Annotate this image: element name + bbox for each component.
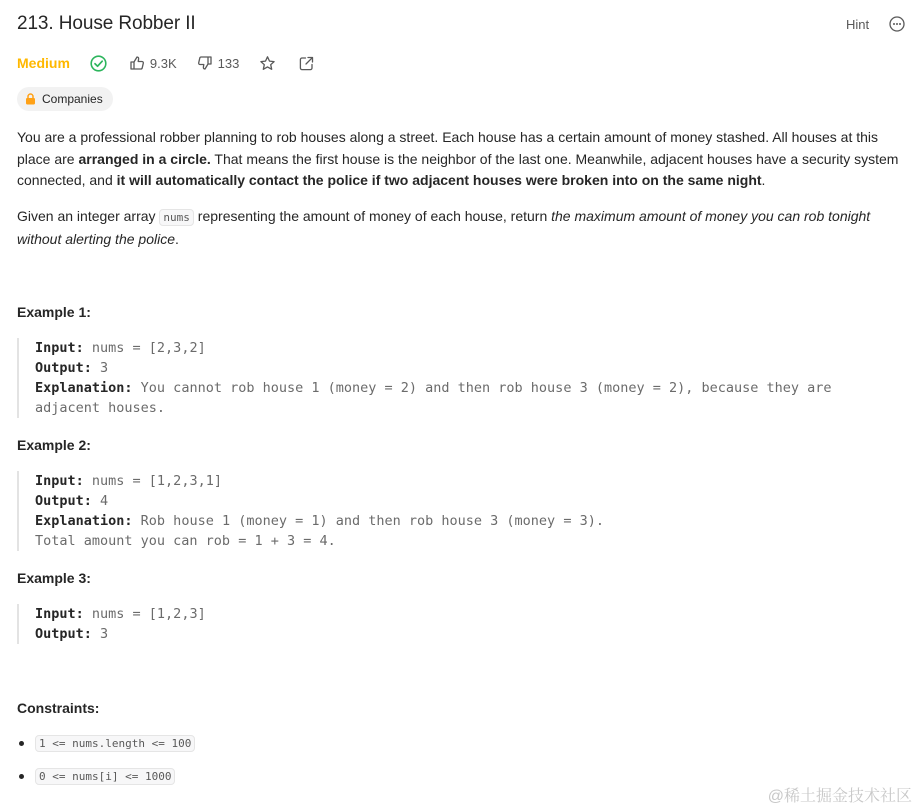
problem-meta-bar bbox=[17, 52, 315, 74]
problem-title: 213. House Robber II bbox=[17, 13, 196, 34]
input-value: nums = [2,3,2] bbox=[83, 340, 206, 356]
output-value: 3 bbox=[91, 360, 109, 376]
example-1-block bbox=[17, 338, 832, 418]
desc-text: That means the first house is the neighbor of the last one. Meanwhile, adjacent houses have a security system connected, and bbox=[17, 150, 899, 188]
difficulty-badge: Medium bbox=[17, 55, 70, 71]
explanation-label: Explanation: bbox=[35, 380, 133, 396]
thumbs-up-icon[interactable] bbox=[129, 55, 145, 71]
output-value: 3 bbox=[91, 626, 109, 642]
desc-text: You are a professional robber planning to rob houses along a street. Each house has a certain amount of money stashed. All houses at this place are bbox=[17, 129, 879, 167]
lock-icon bbox=[25, 93, 36, 105]
more-icon[interactable] bbox=[889, 16, 905, 32]
companies-tag[interactable] bbox=[17, 87, 113, 111]
input-value: nums = [1,2,3,1] bbox=[83, 473, 222, 489]
input-label: Input: bbox=[35, 340, 84, 356]
constraint-code: 1 <= nums.length <= 100 bbox=[35, 735, 195, 752]
input-value: nums = [1,2,3] bbox=[83, 606, 206, 622]
dislikes-count: 133 bbox=[217, 55, 240, 71]
example-3-heading: Example 3: bbox=[17, 570, 91, 586]
example-2-heading: Example 2: bbox=[17, 437, 91, 453]
output-value: 4 bbox=[91, 493, 109, 509]
star-icon[interactable] bbox=[259, 55, 276, 72]
bullet bbox=[19, 774, 24, 779]
description-paragraph-1 bbox=[17, 127, 912, 192]
example-3-block bbox=[17, 604, 206, 644]
desc-text: . bbox=[761, 172, 766, 188]
input-label: Input: bbox=[35, 473, 84, 489]
explanation-text: Rob house 1 (money = 1) and then rob house 3 (money = 3). bbox=[132, 513, 604, 529]
desc-text: Given an integer array bbox=[17, 208, 160, 224]
likes-count: 9.3K bbox=[149, 55, 177, 71]
desc-text: representing the amount of money of each house, return bbox=[193, 208, 552, 224]
bullet bbox=[19, 741, 24, 746]
companies-label: Companies bbox=[42, 92, 103, 106]
explanation-label: Explanation: bbox=[35, 513, 133, 529]
output-label: Output: bbox=[35, 360, 92, 376]
desc-bold-police: it will automatically contact the police if two adjacent houses were broken into on the same night bbox=[116, 172, 762, 188]
thumbs-down-icon[interactable] bbox=[197, 55, 213, 71]
desc-text: . bbox=[175, 230, 179, 247]
desc-bold-italic: the maximum amount of money you can rob tonight without alerting the police bbox=[17, 208, 871, 247]
explanation-text: adjacent houses. bbox=[35, 400, 166, 416]
share-icon[interactable] bbox=[298, 55, 315, 72]
example-2-block bbox=[17, 471, 604, 551]
check-circle-icon bbox=[90, 55, 107, 72]
watermark: @稀土掘金技术社区 bbox=[767, 788, 912, 805]
desc-bold-circle: arranged in a circle. bbox=[78, 150, 211, 167]
constraints-heading: Constraints: bbox=[17, 700, 100, 716]
constraint-item bbox=[17, 735, 195, 752]
explanation-text: You cannot rob house 1 (money = 2) and then rob house 3 (money = 2), because they are bbox=[132, 380, 832, 396]
output-label: Output: bbox=[35, 626, 92, 642]
input-label: Input: bbox=[35, 606, 84, 622]
constraint-code: 0 <= nums[i] <= 1000 bbox=[35, 768, 175, 785]
output-label: Output: bbox=[35, 493, 92, 509]
constraint-item bbox=[17, 768, 175, 785]
explanation-text: Total amount you can rob = 1 + 3 = 4. bbox=[35, 533, 336, 549]
inline-code-nums: nums bbox=[159, 209, 194, 226]
description-paragraph-2 bbox=[17, 206, 912, 250]
hint-button[interactable]: Hint bbox=[846, 17, 870, 32]
example-1-heading: Example 1: bbox=[17, 304, 91, 320]
